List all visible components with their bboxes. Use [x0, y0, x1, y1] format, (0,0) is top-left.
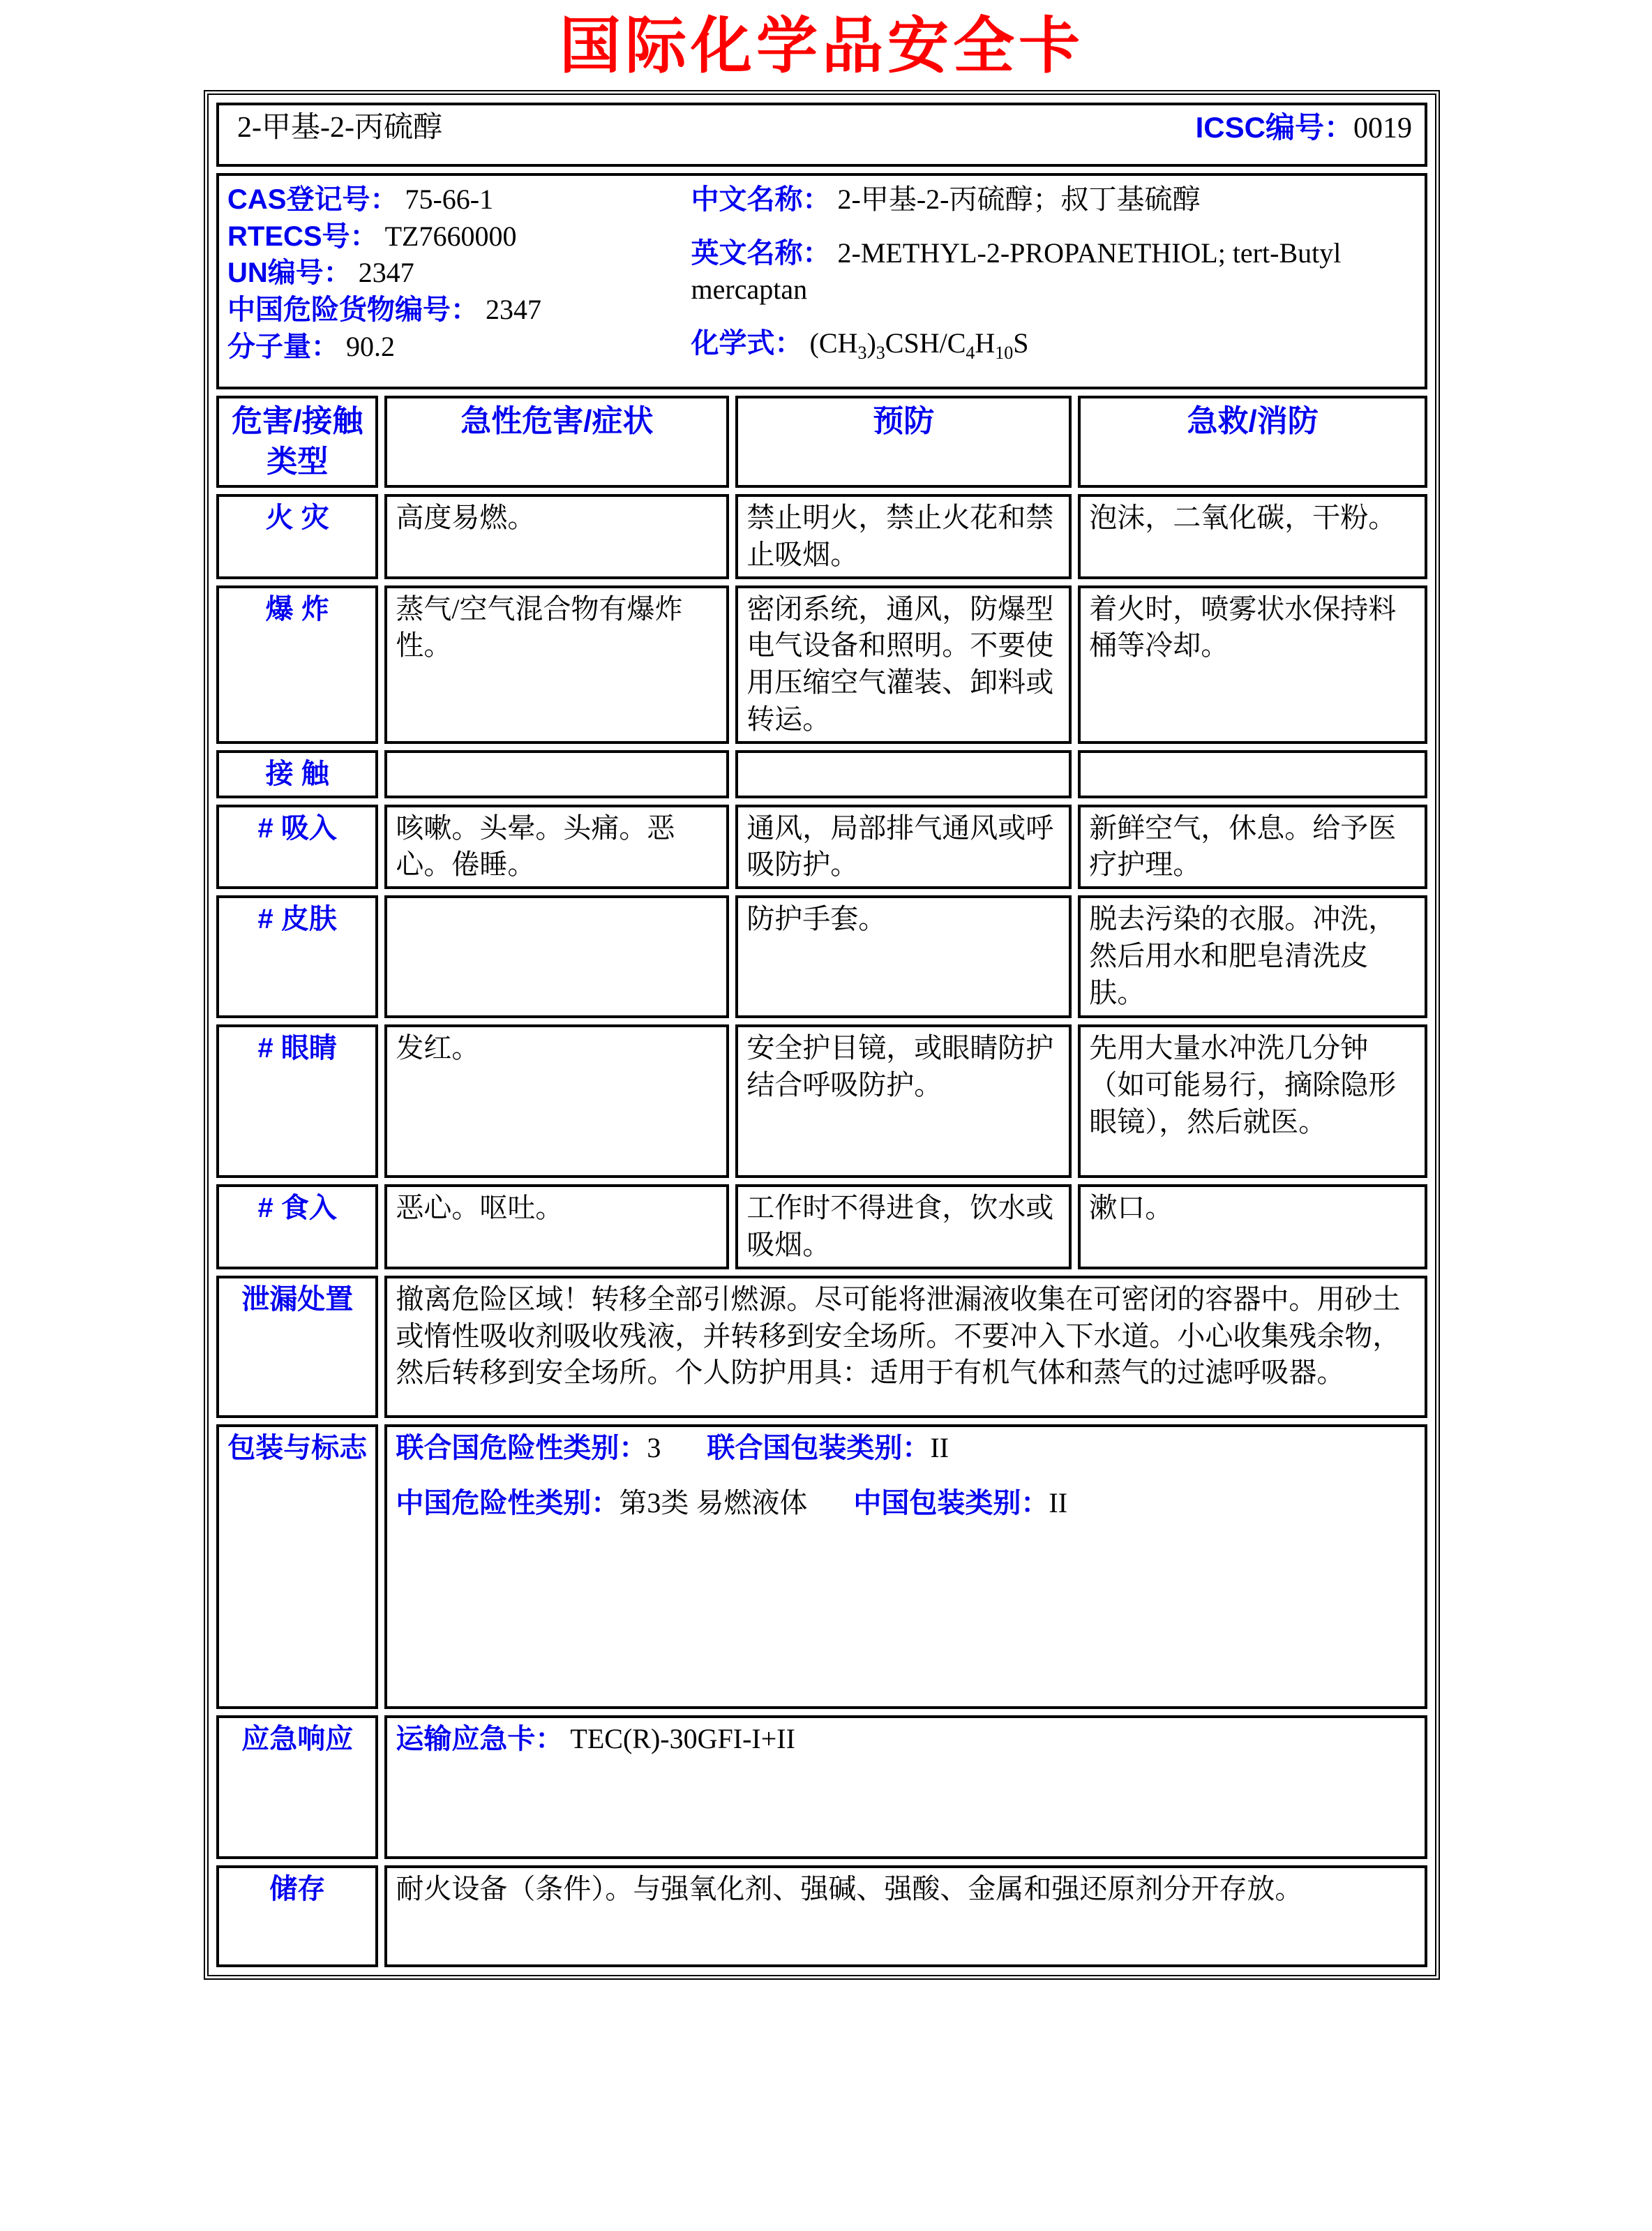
- packaging-labeling-label-cell: [216, 1424, 378, 1709]
- row-inhalation: [216, 805, 1427, 890]
- un-hazard-class-value: 3: [647, 1431, 661, 1463]
- col-header-first-aid: [1078, 396, 1427, 488]
- explosion-first-aid-cell: 着火时，喷雾状水保持料桶等冷却。: [1078, 585, 1427, 744]
- explosion-prevention-cell: 密闭系统，通风，防爆型电气设备和照明。不要使用压缩空气灌装、卸料或转运。: [735, 585, 1072, 744]
- un-number-label: UN编号：: [227, 258, 352, 289]
- eyes-symptoms-cell: 发红。: [384, 1024, 729, 1178]
- row-packaging-labeling: [216, 1424, 1427, 1709]
- chemical-formula-label: 化学式：: [691, 328, 803, 359]
- china-dg-number-line: [227, 292, 691, 329]
- ingestion-type-label: # 食入: [257, 1193, 337, 1224]
- contact-first-aid-cell: [1078, 750, 1427, 798]
- contact-symptoms-cell: [384, 750, 729, 798]
- col-header-hazard-type-label: 危害/接触类型: [232, 403, 363, 479]
- row-storage: [216, 1865, 1427, 1967]
- col-header-symptoms-label: 急性危害/症状: [460, 403, 654, 438]
- packaging-labeling-content-cell: [384, 1424, 1427, 1709]
- skin-type-cell: [216, 895, 378, 1018]
- chemical-name: 2-甲基-2-丙硫醇: [237, 111, 442, 144]
- eyes-type-cell: [216, 1024, 378, 1178]
- page-title: 国际化学品安全卡: [559, 11, 1084, 80]
- col-header-first-aid-label: 急救/消防: [1187, 403, 1319, 438]
- row-eyes: [216, 1024, 1427, 1178]
- china-hazard-class-value: 第3类 易燃液体: [619, 1486, 808, 1519]
- english-name-line: [691, 235, 1416, 309]
- un-packing-group-label: 联合国包装类别：: [707, 1432, 931, 1463]
- icsc-number-value: 0019: [1353, 112, 1412, 144]
- safety-card-table: [210, 96, 1434, 1973]
- hazard-header-row: [216, 396, 1427, 488]
- transport-emergency-card-label: 运输应急卡：: [396, 1723, 564, 1754]
- cas-number-value: 75-66-1: [405, 183, 494, 215]
- storage-label-cell: [216, 1865, 378, 1967]
- storage-label: 储存: [269, 1873, 326, 1904]
- eyes-prevention-cell: 安全护目镜，或眼睛防护结合呼吸防护。: [735, 1024, 1072, 1178]
- contact-prevention-cell: [735, 750, 1072, 798]
- col-header-symptoms: [384, 396, 729, 488]
- emergency-response-content-cell: [384, 1715, 1427, 1859]
- ingestion-symptoms-cell: 恶心。呕吐。: [384, 1184, 729, 1269]
- un-number-line: [227, 255, 691, 292]
- explosion-symptoms-cell: 蒸气/空气混合物有爆炸性。: [384, 585, 729, 744]
- un-classification-line: [396, 1430, 1416, 1467]
- fire-first-aid-cell: 泡沫，二氧化碳，干粉。: [1078, 494, 1427, 579]
- eyes-first-aid-cell: 先用大量水冲洗几分钟（如可能易行，摘除隐形眼镜），然后就医。: [1078, 1024, 1427, 1178]
- row-emergency-response: [216, 1715, 1427, 1859]
- row-spill-disposal: [216, 1276, 1427, 1418]
- emergency-response-label: 应急响应: [241, 1723, 354, 1754]
- chemical-formula-value: $(CH_3)_3CSH/C_4H_{10}S$: [809, 327, 1029, 364]
- fire-symptoms-cell: 高度易燃。: [384, 494, 729, 579]
- row-fire: [216, 494, 1427, 579]
- row-contact: [216, 750, 1427, 798]
- un-packing-group-value: II: [930, 1431, 949, 1463]
- ingestion-first-aid-cell: 漱口。: [1078, 1184, 1427, 1269]
- safety-card: [204, 90, 1440, 1980]
- english-name-label: 英文名称：: [691, 237, 831, 269]
- china-packing-group-value: II: [1049, 1486, 1068, 1519]
- molecular-weight-line: [227, 329, 691, 366]
- english-name-value: 2-METHYL-2-PROPANETHIOL; tert-Butyl mercaptan: [691, 237, 1342, 306]
- identifiers-cell: [216, 173, 1427, 389]
- identifier-list: [227, 179, 691, 368]
- inhalation-type-cell: [216, 805, 378, 890]
- cas-number-label: CAS登记号：: [227, 184, 398, 215]
- row-ingestion: [216, 1184, 1427, 1269]
- col-header-hazard-type: [216, 396, 378, 488]
- rtecs-number-line: [227, 218, 691, 255]
- spill-disposal-label: 泄漏处置: [241, 1283, 354, 1315]
- skin-type-label: # 皮肤: [257, 904, 337, 935]
- un-hazard-class-label: 联合国危险性类别：: [396, 1432, 647, 1463]
- fire-type-cell: [216, 494, 378, 579]
- rtecs-number-value: TZ7660000: [384, 220, 517, 252]
- chinese-name-value: 2-甲基-2-丙硫醇；叔丁基硫醇: [837, 183, 1201, 215]
- identifiers-row: [216, 173, 1427, 389]
- skin-first-aid-cell: 脱去污染的衣服。冲洗，然后用水和肥皂清洗皮肤。: [1078, 895, 1427, 1018]
- row-explosion: [216, 585, 1427, 744]
- transport-emergency-card-value: TEC(R)-30GFI-I+II: [570, 1722, 795, 1754]
- chinese-name-line: [691, 181, 1416, 218]
- china-dg-number-label: 中国危险货物编号：: [227, 294, 479, 326]
- inhalation-type-label: # 吸入: [257, 812, 337, 844]
- chemical-name-row: [216, 103, 1427, 167]
- fire-prevention-cell: 禁止明火，禁止火花和禁止吸烟。: [735, 494, 1072, 579]
- fire-type-label: 火 灾: [265, 502, 329, 533]
- china-dg-number-value: 2347: [486, 294, 541, 326]
- row-skin: [216, 895, 1427, 1018]
- china-packing-group-label: 中国包装类别：: [853, 1487, 1049, 1519]
- storage-text-cell: 耐火设备（条件）。与强氧化剂、强碱、强酸、金属和强还原剂分开存放。: [384, 1865, 1427, 1967]
- chinese-name-label: 中文名称：: [691, 184, 831, 215]
- eyes-type-label: # 眼睛: [257, 1033, 337, 1064]
- inhalation-symptoms-cell: 咳嗽。头晕。头痛。恶心。倦睡。: [384, 805, 729, 890]
- molecular-weight-value: 90.2: [346, 330, 395, 362]
- chemical-name-cell: [216, 103, 1427, 167]
- china-hazard-class-label: 中国危险性类别：: [396, 1487, 620, 1519]
- inhalation-prevention-cell: 通风，局部排气通风或呼吸防护。: [735, 805, 1072, 890]
- cas-number-line: [227, 181, 691, 218]
- un-number-value: 2347: [358, 257, 414, 289]
- formula-line: [691, 325, 1416, 365]
- explosion-type-cell: [216, 585, 378, 744]
- emergency-response-label-cell: [216, 1715, 378, 1859]
- explosion-type-label: 爆 炸: [265, 593, 329, 625]
- name-list: [691, 179, 1416, 368]
- skin-symptoms-cell: [384, 895, 729, 1018]
- icsc-number-label: ICSC编号：: [1195, 110, 1353, 144]
- molecular-weight-label: 分子量：: [227, 331, 339, 362]
- inhalation-first-aid-cell: 新鲜空气，休息。给予医疗护理。: [1078, 805, 1427, 890]
- spill-disposal-text-cell: 撤离危险区域！转移全部引燃源。尽可能将泄漏液收集在可密闭的容器中。用砂土或惰性吸收剂吸收残液，并转移到安全场所。不要冲入下水道。小心收集残余物，然后转移到安全场所。个人防护用具：适用于有机气体和蒸气的过滤呼吸器。: [384, 1276, 1427, 1418]
- packaging-labeling-label: 包装与标志: [227, 1432, 368, 1463]
- contact-type-label: 接 触: [265, 758, 329, 789]
- col-header-prevention: [735, 396, 1072, 488]
- spill-disposal-label-cell: [216, 1276, 378, 1418]
- col-header-prevention-label: 预防: [873, 403, 935, 438]
- ingestion-type-cell: [216, 1184, 378, 1269]
- rtecs-number-label: RTECS号：: [227, 221, 378, 252]
- contact-type-cell: [216, 750, 378, 798]
- skin-prevention-cell: 防护手套。: [735, 895, 1072, 1018]
- china-classification-line: [396, 1485, 1416, 1522]
- ingestion-prevention-cell: 工作时不得进食，饮水或吸烟。: [735, 1184, 1072, 1269]
